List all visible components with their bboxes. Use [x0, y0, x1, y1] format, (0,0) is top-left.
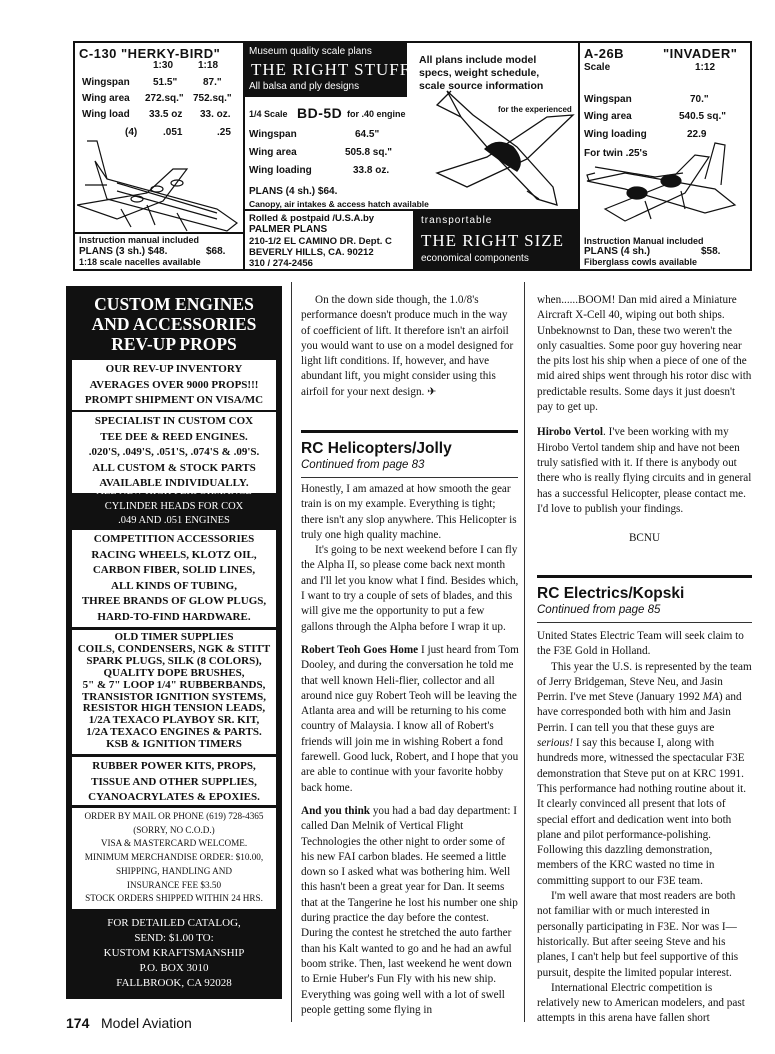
box-line: COMPETITION ACCESSORIES — [93, 533, 255, 545]
c130-airplane-illustration — [77, 139, 241, 235]
box-line: .020'S, .049'S, .051'S, .074'S & .09'S. — [88, 446, 260, 458]
c130-spec-label: Wingspan — [82, 77, 130, 88]
box-line: (SORRY, NO C.O.D.) — [133, 824, 215, 835]
box-line: TRANSISTOR IGNITION SYSTEMS, — [81, 690, 267, 703]
box-line: 1/2A TEXACO PLAYBOY SR. KIT, — [88, 714, 260, 727]
c130-spec-label: Wing area — [82, 93, 130, 104]
right-size-label: transportable — [421, 215, 493, 226]
page-number: 174 — [66, 1015, 90, 1031]
section-heading-helicopters — [301, 430, 518, 471]
box-line: STOCK ORDERS SHIPPED WITHIN 24 HRS. — [85, 893, 263, 904]
c130-spec-value: 272.sq." — [145, 93, 184, 104]
helicopter-column — [301, 482, 519, 1018]
right-stuff-brand: THE RIGHT STUFF — [251, 60, 411, 79]
box-line: KSB & IGNITION TIMERS — [106, 738, 242, 751]
a26-scale-label: Scale — [584, 62, 611, 73]
right-size-sub: economical components — [421, 253, 529, 264]
a26-name: "INVADER" — [663, 46, 738, 61]
paragraph-text: On the down side though, the 1.0/8's performance doesn't produce much in the way of coefficient of lift. It therefore isn't an airfoil you would want to use on a model designed for light lift conditions. If, however, and have abundant lift, you might consider using this airfoil for your next design. — [301, 294, 514, 398]
magazine-name: Model Aviation — [101, 1015, 192, 1031]
c130-plans-price-2: $68. — [206, 246, 226, 257]
paragraph: when......BOOM! Dan mid aired a Miniature Aircraft X-Cell 40, wiping out both ships. Unbeknownst to Dan, these two weren't the only casualties. Some poor guy hovering near the pits lost his ship when a piece of one of the mid aired ships went through his rotor disc with predictable results. Some days it just doesn't pay to get up. — [537, 294, 752, 414]
c130-spec-value: .25 — [217, 127, 231, 138]
box-line: SPECIALIST IN CUSTOM COX — [94, 415, 254, 427]
continued-from: Continued from page 85 — [537, 604, 661, 616]
box-line: MINIMUM MERCHANDISE ORDER: $10.00, — [84, 852, 264, 863]
address-line: Rolled & postpaid /U.S.A.by — [249, 213, 375, 224]
paragraph-text: ) and have corresponded both with him and Jasin Perrin. I can tell you that these guys are — [537, 691, 742, 734]
emphasis: serious! — [537, 737, 574, 750]
bd5-spec-value: 33.8 oz. — [353, 165, 390, 176]
box-line: AVERAGES OVER 9000 PROPS!!! — [89, 378, 259, 391]
c130-spec-value: 33.5 oz — [149, 109, 183, 120]
paragraph — [301, 804, 519, 1018]
a26-engine-note: For twin .25's — [584, 148, 648, 159]
box-line: TEE DEE & REED ENGINES. — [100, 430, 248, 443]
paragraph — [537, 660, 752, 889]
paragraph — [301, 643, 519, 796]
box-line: HARD-TO-FIND HARDWARE. — [97, 610, 251, 623]
box-line: 1/2A TEXACO ENGINES & PARTS. — [86, 726, 262, 739]
plans-info-line: scale source information — [419, 80, 544, 92]
ad-headline-line: CUSTOM ENGINES — [94, 294, 254, 314]
paragraph: Honestly, I am amazed at how smooth the gear train is on my example. Everything is tight; there isn't any slop anywhere. This Helicopter is truly one high quality machine. — [301, 483, 517, 541]
a26-spec-label: Wingspan — [584, 94, 632, 105]
box-line: QUALITY DOPE BRUSHES, — [103, 666, 245, 679]
a26-scale: 1:12 — [695, 62, 716, 73]
box-line: COILS, CONDENSERS, NGK & STITT — [77, 642, 271, 655]
continued-from: Continued from page 83 — [301, 459, 425, 471]
column-rule — [524, 282, 525, 1022]
box-line: RUBBER POWER KITS, PROPS, — [92, 760, 256, 772]
end-mark-icon: ✈ — [427, 385, 437, 398]
a26-plans: PLANS (4 sh.) — [584, 246, 651, 257]
a26-spec-label: Wing area — [584, 111, 632, 122]
paragraph-lead: Hirobo Vertol — [537, 426, 603, 439]
box-line: CYANOACRYLATES & EPOXIES. — [88, 791, 260, 803]
cylinder-heads-text — [66, 485, 282, 529]
address-line: 310 / 274-2456 — [249, 258, 313, 269]
box-line: ORDER BY MAIL OR PHONE (619) 728-4365 — [84, 811, 264, 821]
box-line: CYLINDER HEADS FOR COX — [104, 500, 244, 512]
bd5-spec-label: Wing loading — [249, 165, 312, 176]
section-heading-electrics — [537, 575, 752, 616]
signoff: BCNU — [628, 532, 661, 545]
bd5-spec-value: 505.8 sq." — [345, 147, 392, 158]
box-line: TISSUE AND OTHER SUPPLIES, — [91, 775, 257, 788]
paragraph-text: . I've been working with my Hirobo Vertol tandem ship and have not been truly satisfied with it. If there is anybody out there who is really flying circuits and in general has a successful Helicopter, please contact me. I'd love to publish your findings. — [537, 426, 752, 515]
competition-box — [72, 530, 276, 627]
magazine-abbrev: MA — [702, 691, 719, 704]
box-line: SPARK PLUGS, SILK (8 COLORS), — [86, 654, 262, 667]
box-line: RESISTOR HIGH TENSION LEADS, — [82, 702, 266, 715]
c130-title: C-130 "HERKY-BIRD" — [79, 46, 221, 61]
c130-note: 1:18 scale nacelles available — [79, 257, 201, 267]
article-intro — [301, 293, 518, 400]
c130-spec-value: 51.5" — [153, 77, 178, 88]
right-size-banner — [413, 211, 578, 269]
plans-info-line: All plans include model — [419, 54, 537, 66]
box-line: KUSTOM KRAFTSMANSHIP — [103, 947, 245, 959]
box-line: OUR REV-UP INVENTORY — [105, 363, 243, 375]
address-line: 210-1/2 EL CAMINO DR. Dept. C — [249, 236, 392, 247]
section-rule — [301, 477, 518, 478]
c130-spec-value: .051 — [163, 127, 183, 138]
ad-headline — [66, 294, 282, 354]
paragraph-lead: And you think — [301, 804, 371, 817]
a26-airplane-illustration — [585, 129, 747, 231]
plans-info-line: specs, weight schedule, — [419, 67, 540, 79]
box-line: P.O. BOX 3010 — [139, 962, 209, 974]
c130-manual: Instruction manual included — [79, 235, 200, 245]
bd5-spec-label: Wingspan — [249, 129, 297, 140]
ad-headline-line: AND ACCESSORIES — [91, 314, 257, 334]
catalog-address — [66, 916, 282, 991]
paragraph-lead: Robert Teoh Goes Home — [301, 643, 419, 656]
address-line: PALMER PLANS — [249, 224, 328, 235]
paragraph: United States Electric Team will seek claim to the F3E Gold in Holland. — [537, 630, 744, 658]
box-line: AVAILABLE INDIVIDUALLY. — [99, 477, 249, 489]
section-title: RC Helicopters/Jolly — [301, 440, 452, 457]
box-line: SEND: $1.00 TO: — [134, 932, 214, 944]
a26-manual: Instruction Manual included — [584, 236, 704, 246]
box-line: VISA & MASTERCARD WELCOME. — [100, 838, 248, 849]
address-line: BEVERLY HILLS, CA. 90212 — [249, 247, 374, 258]
right-size-brand: THE RIGHT SIZE — [421, 231, 565, 250]
a26-price: $58. — [701, 246, 721, 257]
bd5-experienced: for the experienced — [498, 105, 572, 114]
ad-headline-line: REV-UP PROPS — [111, 334, 237, 354]
c130-spec-value: 752.sq." — [193, 93, 232, 104]
c130-spec-value: 33. oz. — [200, 109, 231, 120]
a26-cowls: Fiberglass cowls available — [584, 257, 698, 267]
engines-box — [72, 412, 276, 493]
old-timer-box — [72, 630, 276, 754]
paragraph: It's going to be next weekend before I can fly the Alpha II, so please come back next month and I'll let you know what I find. Besides which, I want to try a couple of sets of blades, and this will give me the opportunity to put a few gallons through the Alpha before I wrap it up. — [301, 544, 519, 633]
section-title: RC Electrics/Kopski — [537, 585, 685, 602]
box-line: INSURANCE FEE $3.50 — [126, 879, 222, 890]
box-line: CARBON FIBER, SOLID LINES, — [92, 564, 256, 576]
inventory-box — [72, 360, 276, 410]
a26-spec-value: 22.9 — [687, 129, 707, 140]
column-rule — [291, 282, 292, 1022]
section-rule — [537, 622, 752, 623]
box-line: ALL CUSTOM & STOCK PARTS — [92, 461, 256, 474]
bd5-engine: for .40 engine — [347, 109, 406, 119]
paragraph: International Electric competition is relatively new to American modelers, and past attempts in this arena have fallen short — [537, 981, 745, 1025]
ad-divider — [578, 43, 580, 269]
box-line: FALLBROOK, CA 92028 — [116, 977, 232, 989]
paragraph — [537, 425, 752, 517]
a26-spec-value: 540.5 sq." — [679, 111, 726, 122]
box-line: FOR DETAILED CATALOG, — [107, 917, 241, 929]
bd5-spec-label: Wing area — [249, 147, 297, 158]
box-line: RACING WHEELS, KLOTZ OIL, — [91, 548, 257, 561]
bd5-plans-price: PLANS (4 sh.) $64. — [249, 186, 338, 197]
paragraph-text: I say this because I, along with hundreds more, witnessed the spectacular F3E demonstration that Steve put on at KRC 1991. This performance had nothing routine about it. It clearly convinced all present that lots of special effort and dedication went into both plane and pilot performance-polishing. Following this dazzling demonstration, members of the KRC wasted no time in committing support to our F3E team. — [537, 737, 747, 887]
bd5-title: BD-5D — [297, 105, 343, 121]
column-3-top — [537, 293, 752, 546]
box-line: ALL KINDS OF TUBING, — [111, 579, 237, 592]
right-stuff-sub: All balsa and ply designs — [249, 81, 360, 92]
c130-scale-1: 1:30 — [153, 60, 174, 71]
box-line: .049 AND .051 ENGINES — [118, 515, 230, 526]
left-advertisement — [66, 286, 282, 999]
bd5-scale: 1/4 Scale — [249, 109, 288, 119]
right-stuff-banner — [245, 43, 411, 97]
a26-spec-value: 70." — [690, 94, 709, 105]
right-stuff-tagline: Museum quality scale plans — [249, 46, 372, 57]
box-line: 5" & 7" LOOP 1/4" RUBBERBANDS, — [82, 678, 266, 691]
electrics-column — [537, 629, 752, 1027]
c130-scale-2: 1:18 — [198, 60, 219, 71]
order-info-box — [72, 808, 276, 909]
bd5-spec-value: 64.5" — [355, 129, 380, 140]
box-line: SHIPPING, HANDLING AND — [115, 865, 233, 876]
c130-spec-value: 87." — [203, 77, 222, 88]
box-line: ALL NEW HIGH PERFORMANCE — [96, 486, 252, 497]
paragraph: I'm well aware that most readers are both not familiar with or much interested in personally participating in F3E. Nor was I—historically. But after seeing Steve and his planes, I can't help but feel supportive of this pursuit, despite the limited popular interest. — [537, 890, 739, 979]
c130-spec-label: (4) — [125, 127, 138, 138]
box-line: PROMPT SHIPMENT ON VISA/MC — [84, 394, 264, 406]
bd5-canopy-note: Canopy, air intakes & access hatch available — [249, 199, 429, 209]
box-line: THREE BRANDS OF GLOW PLUGS, — [81, 595, 267, 607]
a26-spec-label: Wing loading — [584, 129, 647, 140]
box-line: OLD TIMER SUPPLIES — [114, 631, 234, 643]
a26-title: A-26B — [584, 46, 625, 61]
bd5-airplane-illustration — [427, 87, 577, 211]
ad-rule — [75, 232, 243, 234]
c130-spec-label: Wing load — [82, 109, 130, 120]
c130-plans-price: PLANS (3 sh.) $48. — [79, 246, 168, 257]
rubber-power-box — [72, 757, 276, 805]
paragraph-text: I just heard from Tom Dooley, and during the conversation he told me that well known Heli-flier, collector and all around nice guy Robert Teoh will be leaving the Atlanta area and will be returning to his come country of Malaysia. I know all of Robert's friends will join me in wishing Robert a fond farewell. Good luck, Robert, and I hope that you are able to continue with your favorite hobby back home. — [301, 643, 519, 794]
paragraph-text: you had a bad day department: I called Dan Melnik of Vertical Flight Technologies the other night to order some of his new FAI carbon blades. He seemed a little down so I asked what was bothering him. Well this hasn't been a great year for Dan. It seems that at the Tangerine he lost his number one ship during practice the day before the contest. During the contest he stretched the auto farther than his Kalt wanted to go and he had an awful boom strike. Then, last weekend he went down to Ernie Huber's Fun Fly with his new ship. Everything was going well with a lot of swell people getting some flying in — [301, 804, 518, 1016]
top-advertisement — [73, 41, 752, 271]
paragraph-text: This year the U.S. is represented by the team of Jerry Bridgeman, Steve Neu, and Jasin Perrin. I've met Steve (January 1992 — [537, 660, 752, 704]
